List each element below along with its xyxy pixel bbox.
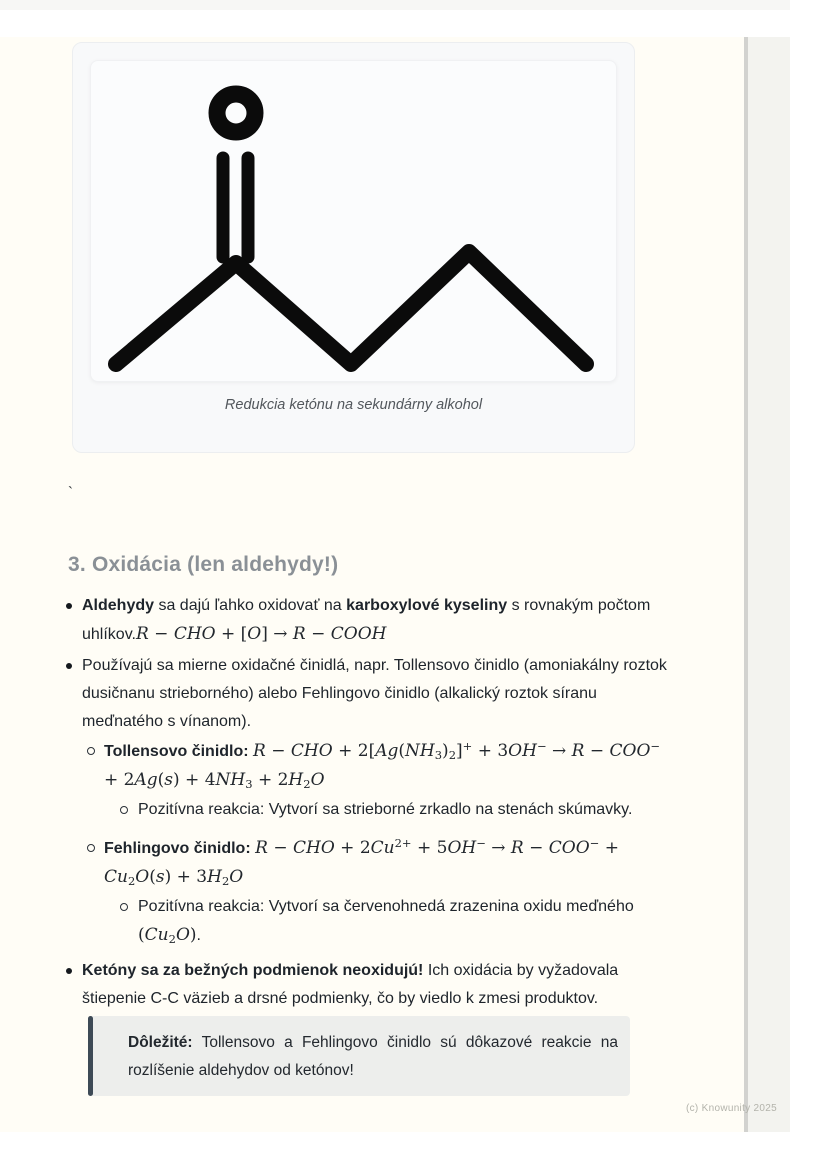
previous-page-edge [0,0,790,10]
text-segment: Fehlingovo činidlo: [104,840,256,857]
text-segment: Používajú sa mierne oxidačné činidlá, napr. Tollensovo činidlo (amoniakálny roztok dusičnanu strieborného) alebo Fehlingovo činidlo (alkalický roztok síranu meďnatého s vínanom). [82,657,667,730]
bullet-list [0,592,675,1013]
figure-card [72,42,635,453]
circle-bullet-icon [87,844,95,852]
text-segment: Tollensovo činidlo: [104,743,254,760]
callout-label: Dôležité: [128,1034,193,1051]
list-item [0,834,675,892]
text-segment: Pozitívna reakcia: Vytvorí sa červenohnedá zrazenina oxidu meďného [138,898,634,915]
formula: $(Cu_2O)$ [138,925,197,946]
list-item [0,796,675,824]
bullet-icon [66,968,72,974]
stray-backtick: ` [68,484,73,501]
section-heading: 3. Oxidácia (len aldehydy!) [68,553,339,576]
text-segment: Aldehydy [82,597,155,614]
document-page [0,37,744,1132]
bullet-icon [66,663,72,669]
text-segment: Ketóny sa za bežných podmienok neoxidujú! [82,962,424,979]
list-item [0,893,675,950]
list-item [0,737,675,795]
list-item [0,652,675,736]
text-segment: Pozitívna reakcia: Vytvorí sa strieborné zrkadlo na stenách skúmavky. [138,801,633,818]
list-item [0,592,675,649]
circle-bullet-icon [87,747,95,755]
callout-text: Tollensovo a Fehlingovo činidlo sú dôkazové reakcie na rozlíšenie aldehydov od ketónov! [128,1034,618,1079]
circle-bullet-icon [120,903,128,911]
ketone-skeletal-structure [91,61,617,382]
text-segment: sa dajú ľahko oxidovať na [154,597,347,614]
text-segment: . [196,927,201,944]
viewer-gutter [748,37,790,1132]
important-callout [88,1016,630,1096]
formula: R − CHO + $2Cu^{2+} + 5OH^- \to R - COO^- + Cu_2O(s) + 3H_2O$ [104,836,619,888]
circle-bullet-icon [120,806,128,814]
watermark: (c) Knowunity 2025 [685,1103,777,1114]
formula: R − CHO + [O] → R − COOH [135,624,387,644]
list-item [0,957,675,1013]
text-segment: s rovnakým počtom uhlíkov. [82,597,651,643]
bullet-icon [66,603,72,609]
text-segment: Ich oxidácia by vyžadovala štiepenie C-C väzieb a drsné podmienky, čo by viedlo k zmesi produktov. [82,962,619,1007]
figure-image [90,60,617,382]
formula: R − CHO + $2[Ag(NH_3)_2]^+ + 3OH^- \to R - COO^- + 2Ag(s) + 4NH_3 + 2H_2O$ [104,739,661,791]
callout-accent-bar [88,1016,93,1096]
text-segment: karboxylové kyseliny [346,597,508,614]
figure-caption: Redukcia ketónu na sekundárny alkohol [224,397,483,413]
